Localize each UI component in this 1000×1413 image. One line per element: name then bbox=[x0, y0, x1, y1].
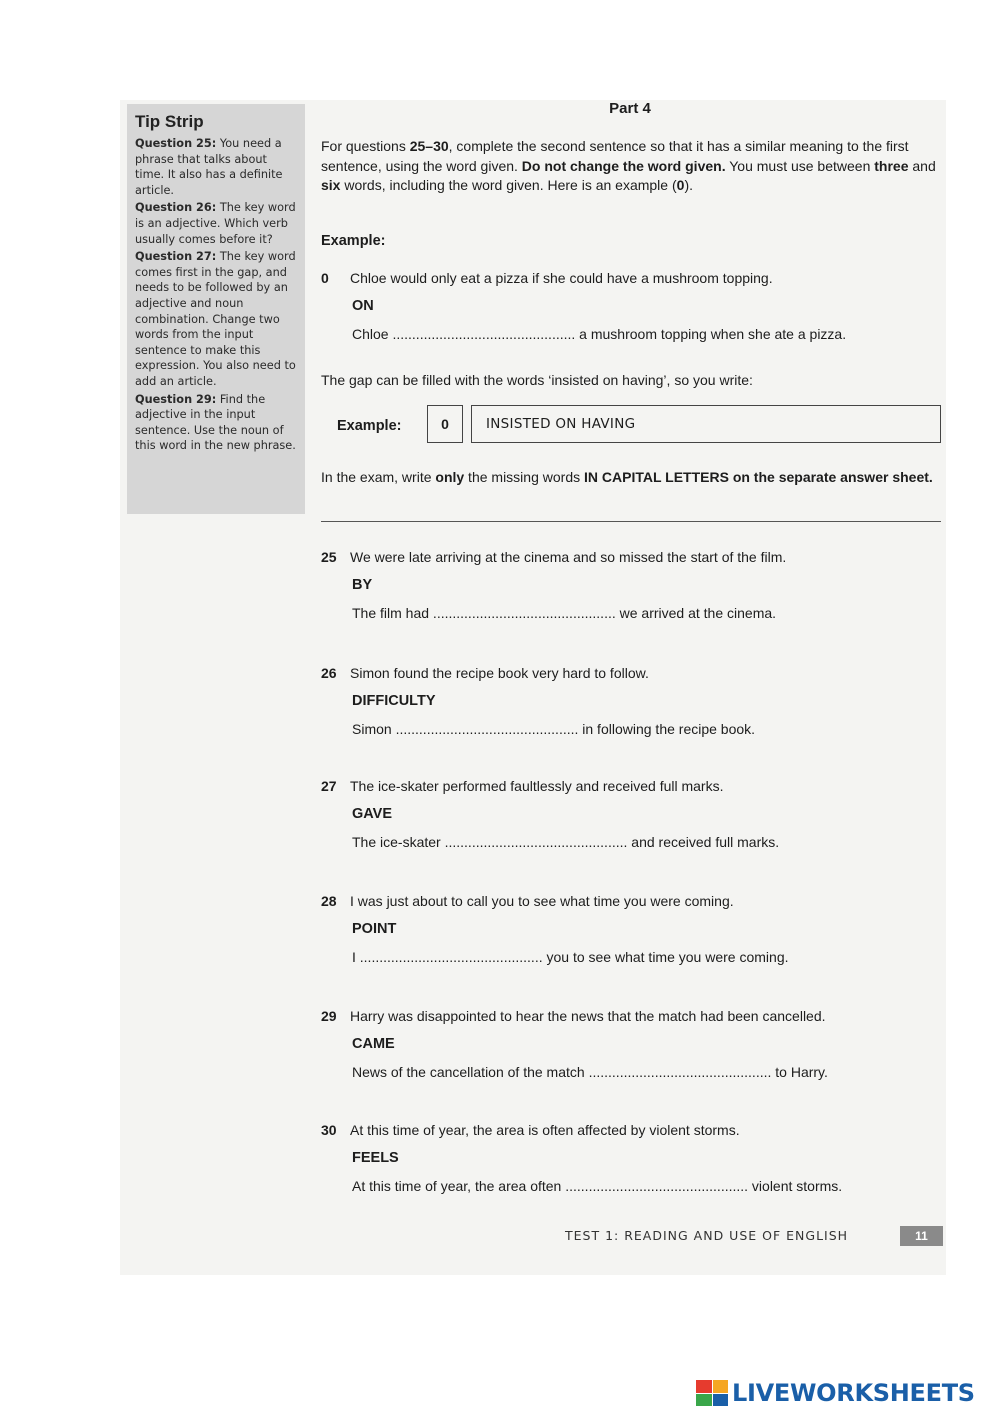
tip-strip-title: Tip Strip bbox=[135, 112, 204, 131]
example-answer-number: 0 bbox=[427, 405, 463, 443]
exam-note-emphasis: IN CAPITAL LETTERS on the separate answer sheet. bbox=[584, 469, 933, 485]
tip-item bbox=[135, 136, 297, 198]
key-word: CAME bbox=[352, 1036, 395, 1052]
tip-item-text: The key word comes first in the gap, and needs to be followed by an adjective and noun combination. Change two words from the input sentence to make this expression. You also need to add an article. bbox=[135, 250, 296, 388]
question-number: 27 bbox=[321, 778, 337, 794]
question-number: 0 bbox=[321, 270, 329, 286]
tip-item-label: Question 29: bbox=[135, 392, 217, 406]
question-number: 30 bbox=[321, 1122, 337, 1138]
question-number: 25 bbox=[321, 549, 337, 565]
first-sentence: The ice-skater performed faultlessly and received full marks. bbox=[350, 778, 724, 794]
tip-item-text: The key word is an adjective. Which verb usually comes before it? bbox=[135, 201, 296, 246]
liveworksheets-logo-icon bbox=[696, 1380, 728, 1406]
question-range: 25–30 bbox=[409, 138, 449, 154]
key-word: GAVE bbox=[352, 806, 393, 822]
instructions bbox=[321, 137, 941, 196]
exam-note-text: In the exam, write bbox=[321, 469, 436, 485]
brand-name: LIVEWORKSHEETS bbox=[732, 1379, 975, 1407]
question-number: 28 bbox=[321, 893, 337, 909]
logo-square bbox=[696, 1394, 712, 1407]
second-sentence[interactable]: I ............................................... you to see what time you were coming. bbox=[352, 949, 789, 965]
key-word: ON bbox=[352, 298, 374, 314]
gap-explanation: The gap can be filled with the words ‘insisted on having’, so you write: bbox=[321, 372, 753, 388]
example-answer-row bbox=[321, 404, 943, 446]
divider bbox=[321, 521, 941, 522]
exam-note-text: the missing words bbox=[464, 469, 584, 485]
tip-item-text: Find the adjective in the input sentence. Use the noun of this word in the new phrase. bbox=[135, 392, 296, 453]
instructions-emphasis: Do not change the word given. bbox=[521, 157, 726, 174]
example-answer-box: INSISTED ON HAVING bbox=[471, 405, 941, 443]
question-number: 29 bbox=[321, 1008, 337, 1024]
tip-item-label: Question 27: bbox=[135, 250, 217, 264]
first-sentence: Chloe would only eat a pizza if she could have a mushroom topping. bbox=[350, 270, 773, 286]
part-title: Part 4 bbox=[609, 100, 651, 117]
second-sentence[interactable]: The film had ............................................... we arrived at the cinema. bbox=[352, 605, 777, 621]
tip-strip bbox=[127, 104, 305, 514]
exam-note-emphasis: only bbox=[435, 469, 465, 485]
first-sentence: Harry was disappointed to hear the news that the match had been cancelled. bbox=[350, 1008, 826, 1024]
example-answer-label: Example: bbox=[337, 418, 402, 434]
word-max: six bbox=[321, 177, 341, 193]
second-sentence[interactable]: At this time of year, the area often ............................................... violent storms. bbox=[352, 1178, 843, 1194]
second-sentence[interactable]: Simon ............................................... in following the recipe book. bbox=[352, 721, 756, 737]
first-sentence: I was just about to call you to see what time you were coming. bbox=[350, 893, 734, 909]
tip-item bbox=[135, 249, 297, 389]
first-sentence: At this time of year, the area is often affected by violent storms. bbox=[350, 1122, 740, 1138]
key-word: FEELS bbox=[352, 1150, 399, 1166]
second-sentence: Chloe ............................................... a mushroom topping when she ate a pizza. bbox=[352, 326, 847, 342]
instructions-text: You must use between bbox=[725, 157, 875, 174]
logo-square bbox=[696, 1380, 712, 1393]
first-sentence: Simon found the recipe book very hard to follow. bbox=[350, 665, 649, 681]
example-ref: 0 bbox=[676, 177, 685, 193]
logo-square bbox=[713, 1380, 729, 1393]
question-number: 26 bbox=[321, 665, 337, 681]
example-heading: Example: bbox=[321, 233, 386, 249]
exam-note bbox=[321, 467, 941, 487]
instructions-text: and bbox=[908, 157, 936, 174]
key-word: BY bbox=[352, 577, 373, 593]
tip-item bbox=[135, 392, 297, 454]
instructions-text: , complete the second sentence so that it has a similar meaning to the first sentence, using the word given. bbox=[321, 138, 909, 174]
second-sentence[interactable]: News of the cancellation of the match ............................................... to Harry. bbox=[352, 1064, 828, 1080]
key-word: DIFFICULTY bbox=[352, 693, 436, 709]
first-sentence: We were late arriving at the cinema and so missed the start of the film. bbox=[350, 549, 787, 565]
second-sentence[interactable]: The ice-skater ............................................... and received full marks. bbox=[352, 834, 780, 850]
page-number: 11 bbox=[900, 1226, 943, 1246]
tip-item-label: Question 25: bbox=[135, 137, 217, 150]
instructions-text: ). bbox=[684, 177, 693, 193]
tip-item-label: Question 26: bbox=[135, 201, 217, 215]
instructions-text: For questions bbox=[321, 138, 410, 154]
tip-item bbox=[135, 200, 297, 247]
word-min: three bbox=[874, 157, 909, 174]
key-word: POINT bbox=[352, 921, 397, 937]
page-footer: TEST 1: READING AND USE OF ENGLISH bbox=[565, 1228, 849, 1243]
instructions-text: words, including the word given. Here is an example ( bbox=[340, 177, 677, 193]
logo-square bbox=[713, 1394, 729, 1407]
tip-item-text: You need a phrase that talks about time. It also has a definite article. bbox=[135, 137, 283, 197]
liveworksheets-brand[interactable] bbox=[696, 1378, 975, 1408]
